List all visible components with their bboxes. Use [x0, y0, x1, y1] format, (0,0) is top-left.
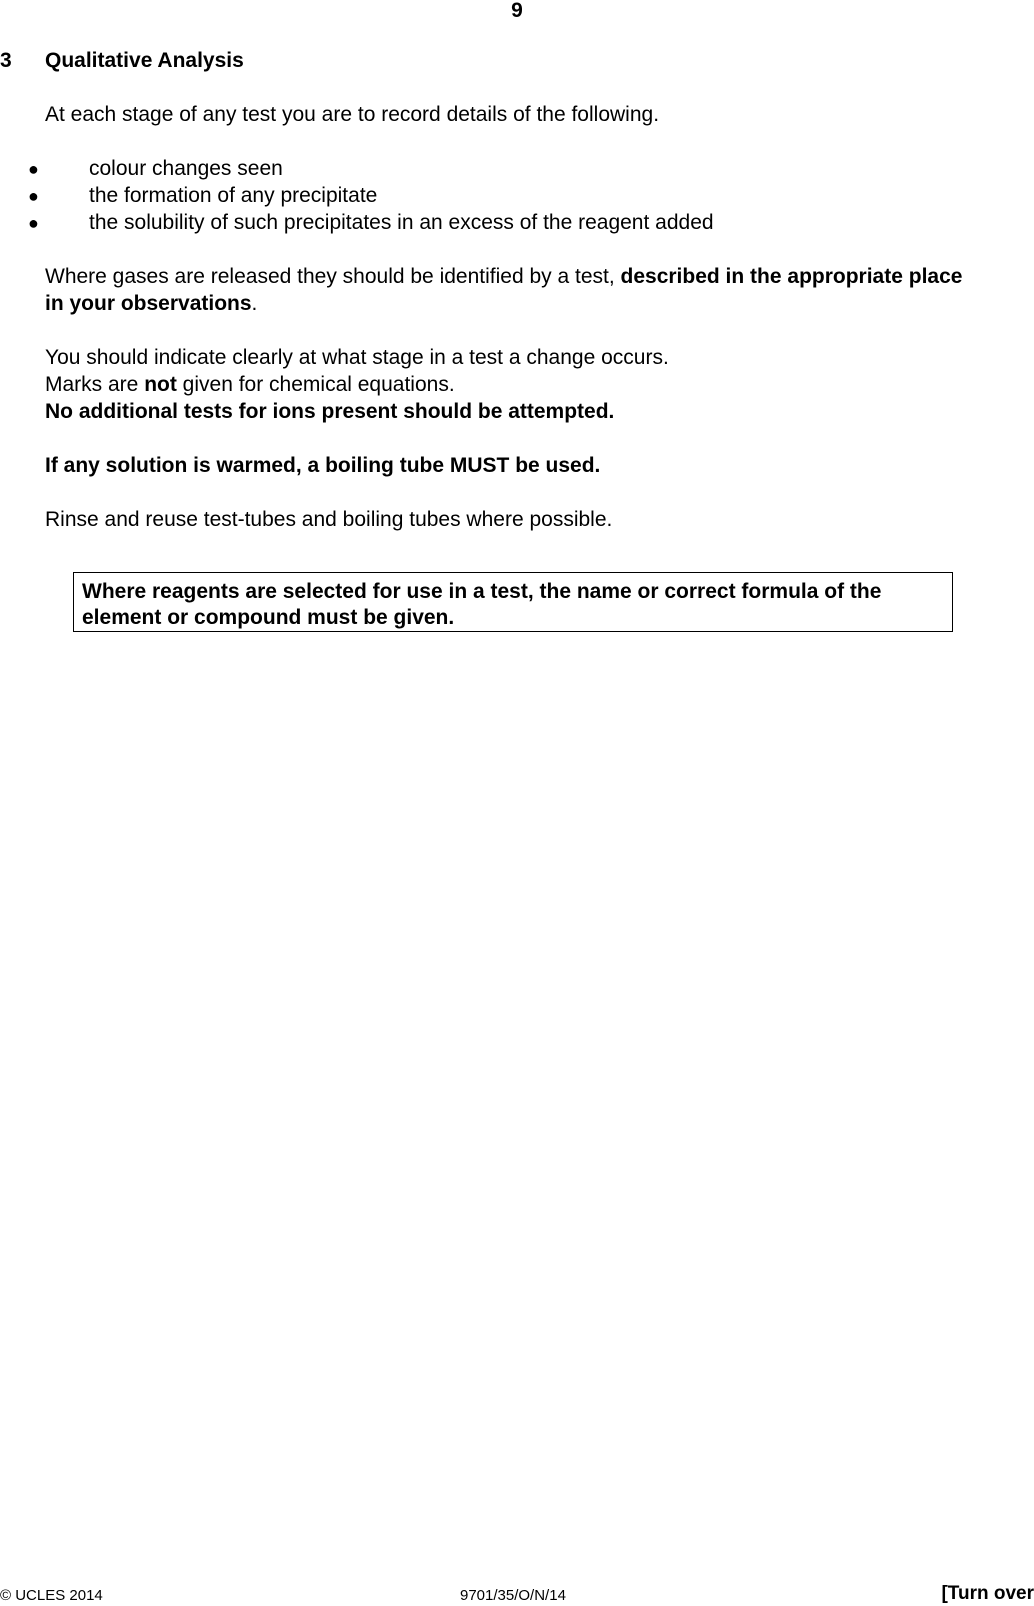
- rinse-instruction: Rinse and reuse test-tubes and boiling tubes where possible.: [45, 508, 613, 531]
- page-number: 9: [511, 0, 523, 22]
- gases-text: Where gases are released they should be identified by a test,: [45, 265, 621, 288]
- bullet-item: the solubility of such precipitates in an excess of the reagent added: [89, 211, 714, 234]
- turn-over-label: [Turn over: [941, 1583, 1034, 1604]
- marks-not: not: [144, 373, 177, 396]
- marks-instruction: [45, 372, 455, 398]
- gases-line-2: [45, 291, 257, 317]
- gases-emphasis-continued: in your observations: [45, 292, 252, 315]
- marks-prefix: Marks are: [45, 373, 145, 396]
- bullet-icon: ●: [28, 213, 39, 233]
- intro-text: At each stage of any test you are to record details of the following.: [45, 103, 660, 126]
- stage-instruction: You should indicate clearly at what stage in a test a change occurs.: [45, 346, 669, 369]
- footer-paper-code: 9701/35/O/N/14: [460, 1587, 566, 1604]
- footer-copyright: © UCLES 2014: [0, 1587, 103, 1604]
- notice-line-2: element or compound must be given.: [82, 606, 455, 629]
- question-title: Qualitative Analysis: [45, 49, 244, 72]
- bullet-icon: ●: [28, 186, 39, 206]
- warming-instruction: If any solution is warmed, a boiling tube MUST be used.: [45, 454, 601, 477]
- gases-period: .: [251, 292, 258, 315]
- notice-line-1: Where reagents are selected for use in a test, the name or correct formula of the: [82, 580, 882, 603]
- no-additional-tests: No additional tests for ions present should be attempted.: [45, 400, 615, 423]
- bullet-icon: ●: [28, 159, 39, 179]
- marks-suffix: given for chemical equations.: [176, 373, 455, 396]
- gases-emphasis: described in the appropriate place: [620, 265, 963, 288]
- reagents-notice-box: [73, 572, 953, 632]
- gases-line-1: [45, 264, 962, 290]
- bullet-item: colour changes seen: [89, 157, 283, 180]
- bullet-item: the formation of any precipitate: [89, 184, 378, 207]
- question-number: 3: [0, 49, 12, 72]
